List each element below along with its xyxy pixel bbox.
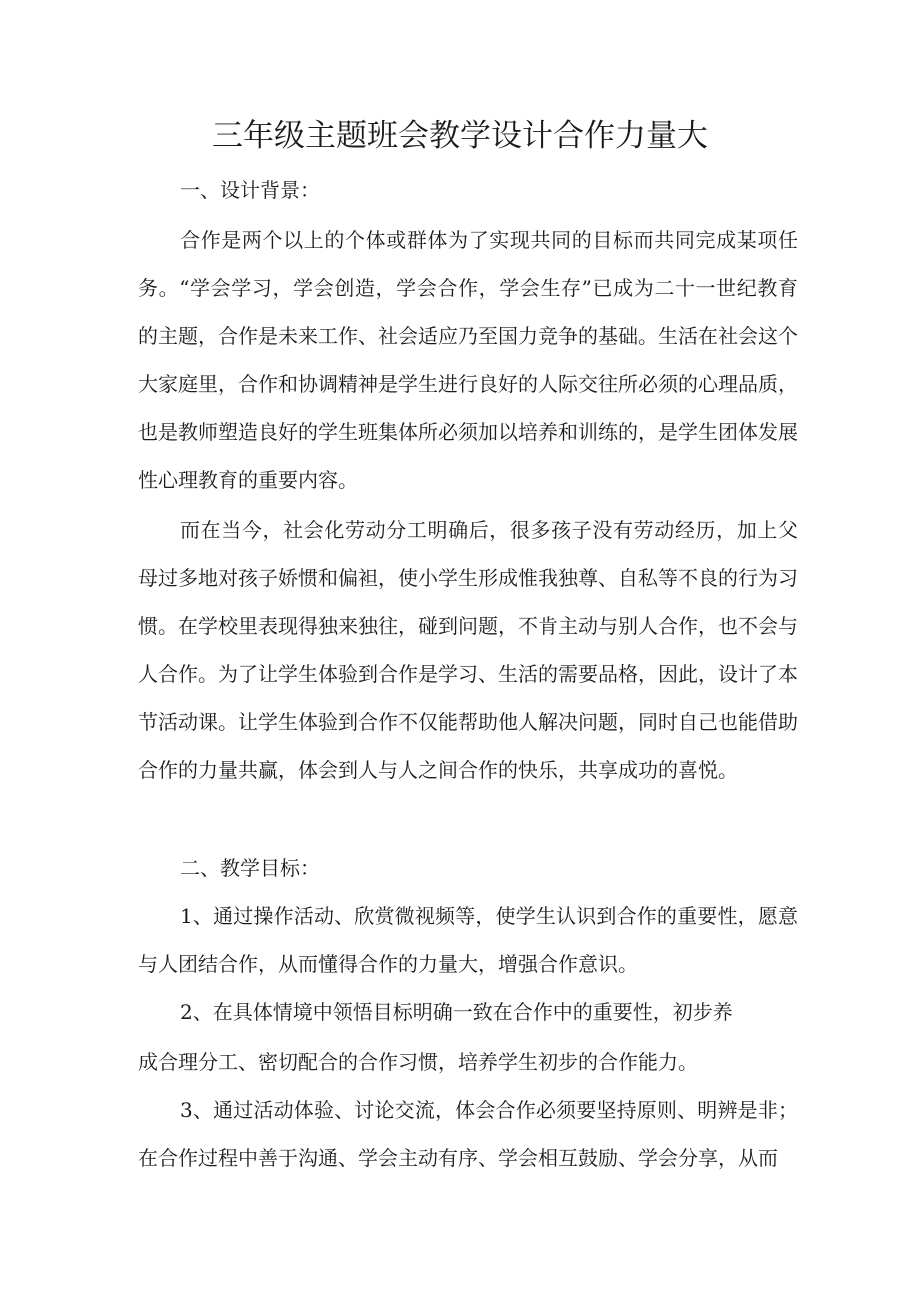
goal-item-3: 3、通过活动体验、讨论交流，体会合作必须要坚持原则、明辨是非；在合作过程中善于沟通、学会主动有序、学会相互鼓励、学会分享，从而 (138, 1098, 798, 1170)
goal-item-2-line-2: 成合理分工、密切配合的合作习惯，培养学生初步的合作能力。 (138, 1050, 698, 1074)
goal-item-1: 1、通过操作活动、欣赏微视频等，使学生认识到合作的重要性，愿意与人团结合作，从而懂得合作的力量大，增强合作意识。 (138, 904, 798, 976)
document-title: 三年级主题班会教学设计合作力量大 (212, 118, 708, 154)
goal-item-2-line-1: 2、在具体情境中领悟目标明确一致在合作中的重要性，初步养 (180, 1000, 733, 1024)
section-heading-goals: 二、教学目标： (180, 856, 320, 880)
paragraph-background-2: 而在当今，社会化劳动分工明确后，很多孩子没有劳动经历，加上父母过多地对孩子娇惯和偏袒，使小学生形成惟我独尊、自私等不良的行为习惯。在学校里表现得独来独往，碰到问题，不肯主动与别人合作，也不会与人合作。为了让学生体验到合作是学习、生活的需要品格，因此，设计了本节活动课。让学生体验到合作不仅能帮助他人解决问题，同时自己也能借助合作的力量共赢，体会到人与人之间合作的快乐，共享成功的喜悦。 (138, 518, 798, 782)
section-heading-background: 一、设计背景： (180, 178, 320, 202)
paragraph-background-1: 合作是两个以上的个体或群体为了实现共同的目标而共同完成某项任务。“学会学习，学会创造，学会合作，学会生存”已成为二十一世纪教育的主题，合作是未来工作、社会适应乃至国力竞争的基础。生活在社会这个大家庭里，合作和协调精神是学生进行良好的人际交往所必须的心理品质，也是教师塑造良好的学生班集体所必须加以培养和训练的，是学生团体发展性心理教育的重要内容。 (138, 228, 798, 492)
